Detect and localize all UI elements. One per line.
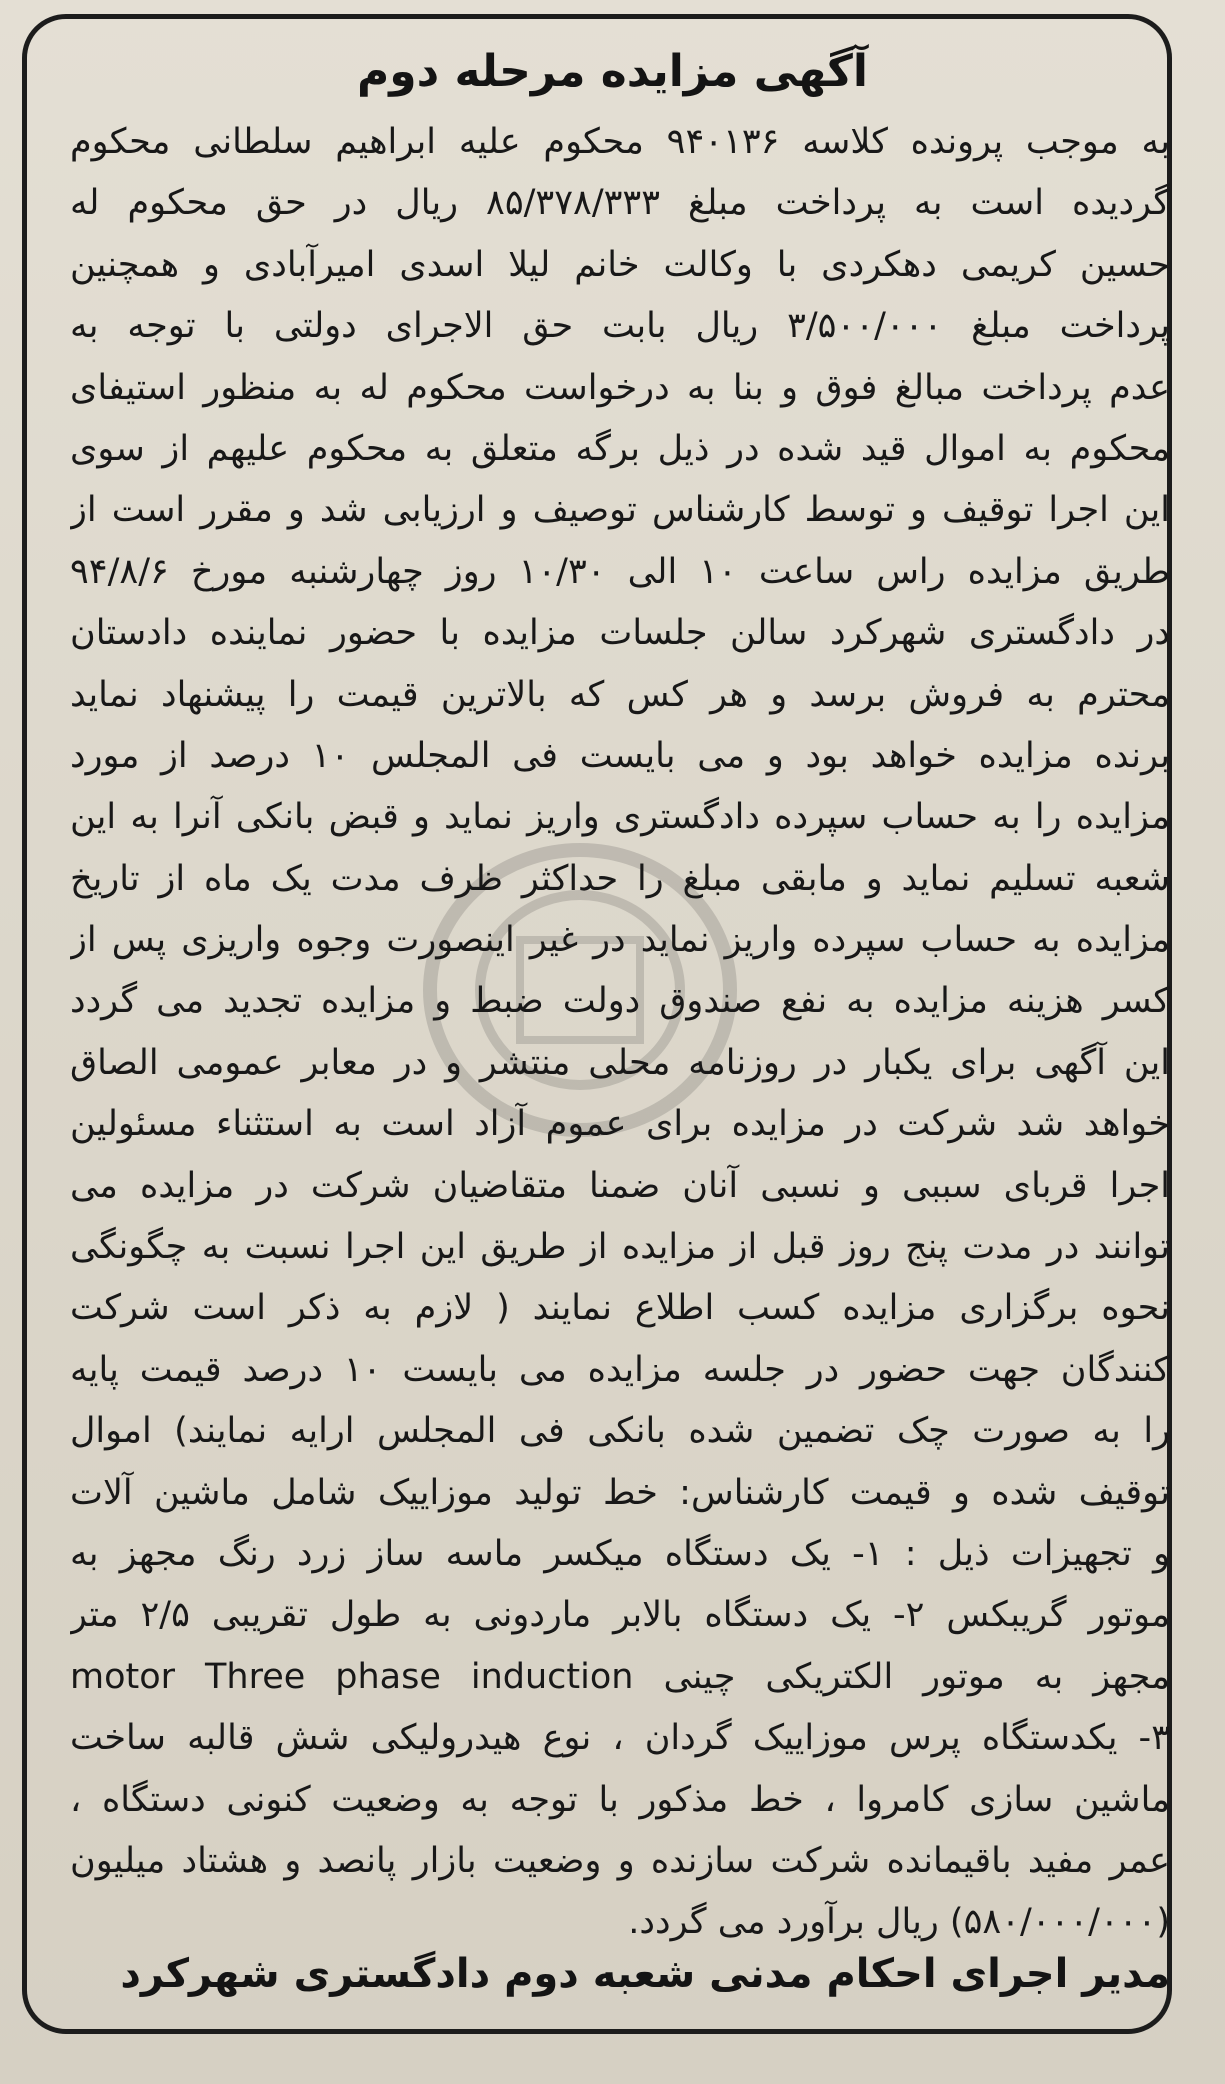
- body-line: عمر مفید باقیمانده شرکت سازنده و وضعیت بازار پانصد و هشتاد میلیون: [70, 1840, 1170, 1881]
- body-line: نحوه برگزاری مزایده کسب اطلاع نمایند ( لازم به ذکر است شرکت: [70, 1288, 1170, 1329]
- body-line: عدم پرداخت مبالغ فوق و بنا به درخواست محکوم له به منظور استیفای: [70, 367, 1170, 408]
- signature-line: مدیر اجرای احکام مدنی شعبه دوم دادگستری شهرکرد: [120, 1951, 1170, 1997]
- body-line: محکوم به اموال قید شده در ذیل برگه متعلق به محکوم علیهم از سوی: [70, 428, 1170, 469]
- body-line: مجهز به موتور الکتریکی چینی motor Three phase induction: [70, 1656, 1170, 1697]
- body-line: به موجب پرونده کلاسه ۹۴۰۱۳۶ محکوم علیه ابراهیم سلطانی محکوم: [70, 122, 1170, 162]
- body-line: پرداخت مبلغ ۳/۵۰۰/۰۰۰ ریال بابت حق الاجرای دولتی با توجه به: [70, 306, 1170, 347]
- body-line: موتور گریبکس ۲- یک دستگاه بالابر ماردونی به طول تقریبی ۲/۵ متر: [70, 1595, 1170, 1636]
- notice-body: [70, 112, 1170, 1954]
- body-line: ۳- یکدستگاه پرس موزاییک گردان ، نوع هیدرولیکی شش قالبه ساخت: [70, 1718, 1170, 1759]
- body-line: اجرا قربای سببی و نسبی آنان ضمنا متقاضیان شرکت در مزایده می: [70, 1165, 1170, 1206]
- body-line: کنندگان جهت حضور در جلسه مزایده می بایست ۱۰ درصد قیمت پایه: [70, 1349, 1170, 1390]
- body-line: طریق مزایده راس ساعت ۱۰ الی ۱۰/۳۰ روز چهارشنبه مورخ ۹۴/۸/۶: [70, 551, 1170, 592]
- body-line: ماشین سازی کامروا ، خط مذکور با توجه به وضعیت کنونی دستگاه ،: [70, 1779, 1170, 1820]
- body-line: این اجرا توقیف و توسط کارشناس توصیف و ارزیابی شد و مقرر است از: [70, 490, 1170, 531]
- body-line: توقیف شده و قیمت کارشناس: خط تولید موزاییک شامل ماشین آلات: [70, 1472, 1170, 1513]
- body-line: شعبه تسلیم نماید و مابقی مبلغ را حداکثر ظرف مدت یک ماه از تاریخ: [70, 858, 1170, 899]
- notice-title: آگهی مزایده مرحله دوم: [357, 46, 868, 97]
- body-line: خواهد شد شرکت در مزایده برای عموم آزاد است به استثناء مسئولین: [70, 1104, 1170, 1145]
- body-line: توانند در مدت پنج روز قبل از مزایده از طریق این اجرا نسبت به چگونگی: [70, 1227, 1170, 1268]
- body-line: را به صورت چک تضمین شده بانکی فی المجلس ارایه نمایند) اموال: [70, 1411, 1170, 1452]
- body-line: کسر هزینه مزایده به نفع صندوق دولت ضبط و مزایده تجدید می گردد: [70, 981, 1170, 1022]
- body-line: مزایده را به حساب سپرده دادگستری واریز نماید و قبض بانکی آنرا به این: [70, 797, 1170, 838]
- body-line: مزایده به حساب سپرده واریز نماید در غیر اینصورت وجوه واریزی پس از: [70, 920, 1170, 961]
- body-line: حسین کریمی دهکردی با وکالت خانم لیلا اسدی امیرآبادی و همچنین: [70, 244, 1170, 285]
- body-line: این آگهی برای یکبار در روزنامه محلی منتشر و در معابر عمومی الصاق: [70, 1042, 1170, 1083]
- body-line: برنده مزایده خواهد بود و می بایست فی المجلس ۱۰ درصد از مورد: [70, 735, 1170, 776]
- body-line: در دادگستری شهرکرد سالن جلسات مزایده با حضور نماینده دادستان: [70, 613, 1170, 654]
- body-line: محترم به فروش برسد و هر کس که بالاترین قیمت را پیشنهاد نماید: [70, 674, 1170, 715]
- body-line: (۵۸۰/۰۰۰/۰۰۰) ریال برآورد می گردد.: [628, 1902, 1170, 1943]
- body-line: گردیده است به پرداخت مبلغ ۸۵/۳۷۸/۳۳۳ ریال در حق محکوم له: [70, 183, 1170, 224]
- body-line: و تجهیزات ذیل : ۱- یک دستگاه میکسر ماسه ساز زرد رنگ مجهز به: [70, 1533, 1170, 1574]
